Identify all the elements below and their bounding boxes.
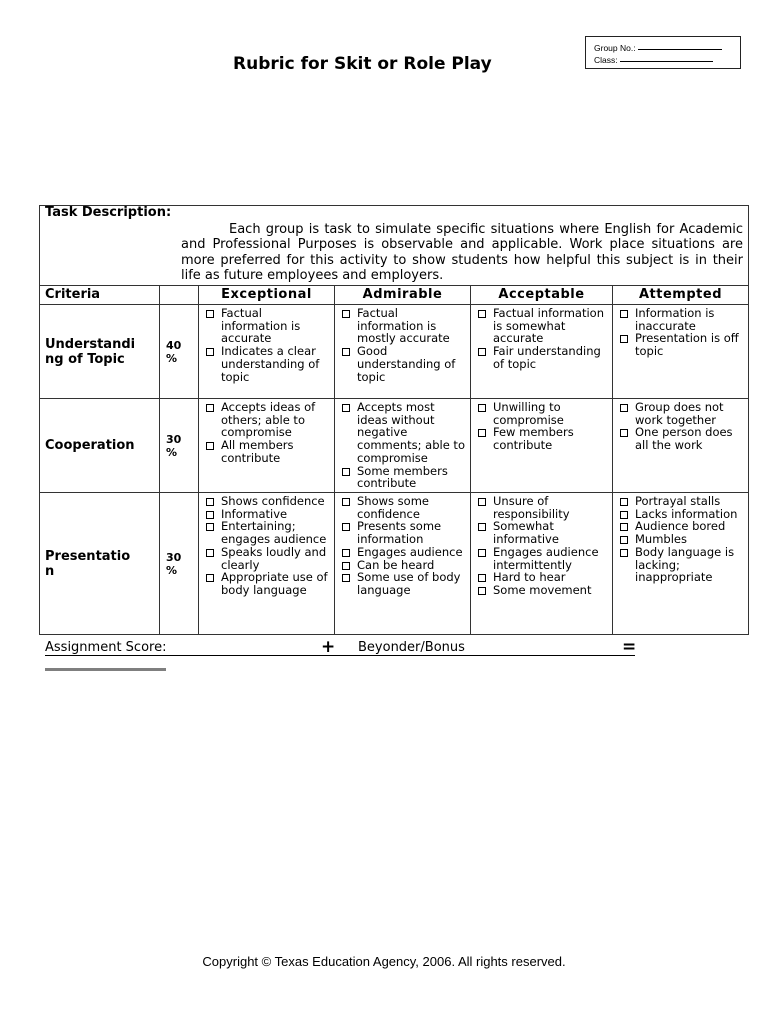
checkbox-icon[interactable]	[342, 549, 350, 557]
criterion-name-part: ng of Topic	[45, 351, 125, 367]
criterion-weight-part: 30	[166, 550, 182, 564]
descriptor-item	[478, 546, 609, 571]
checkbox-icon[interactable]	[206, 574, 214, 582]
descriptor-item	[620, 307, 745, 332]
descriptor-text: Can be heard	[357, 557, 435, 572]
total-score-line	[45, 668, 166, 671]
criterion-name-part: n	[45, 563, 55, 579]
criterion-weight-part: %	[166, 351, 178, 365]
checkbox-icon[interactable]	[206, 404, 214, 412]
descriptor-item	[342, 401, 467, 465]
descriptor-item	[206, 439, 331, 464]
checkbox-icon[interactable]	[206, 498, 214, 506]
checkbox-icon[interactable]	[620, 511, 628, 519]
criterion-name	[40, 493, 160, 635]
descriptor-text: Mumbles	[635, 532, 687, 547]
descriptor-text: Some members contribute	[357, 463, 448, 491]
descriptor-cell	[471, 305, 613, 399]
descriptor-item	[342, 465, 467, 490]
checkbox-icon[interactable]	[206, 523, 214, 531]
descriptor-text: Accepts ideas of others; able to compromise	[221, 400, 316, 440]
level-header-attempted: Attempted	[613, 286, 749, 305]
descriptor-text: Shows confidence	[221, 494, 325, 508]
descriptor-item	[620, 546, 745, 584]
checkbox-icon[interactable]	[478, 523, 486, 531]
criterion-name	[40, 305, 160, 399]
checkbox-icon[interactable]	[478, 498, 486, 506]
descriptor-text: Information is inaccurate	[635, 306, 715, 333]
descriptor-item	[206, 520, 331, 545]
checkbox-icon[interactable]	[478, 587, 486, 595]
checkbox-icon[interactable]	[342, 468, 350, 476]
descriptor-item	[342, 307, 467, 345]
checkbox-icon[interactable]	[620, 404, 628, 412]
checkbox-icon[interactable]	[206, 348, 214, 356]
criterion-weight	[160, 305, 199, 399]
plus-sign: +	[321, 637, 336, 657]
descriptor-text: Few members contribute	[493, 425, 574, 453]
checkbox-icon[interactable]	[478, 549, 486, 557]
descriptor-item	[478, 584, 609, 597]
checkbox-icon[interactable]	[206, 310, 214, 318]
descriptor-item	[342, 345, 467, 383]
rubric-row	[40, 399, 749, 493]
descriptor-cell	[335, 399, 471, 493]
descriptor-cell	[613, 493, 749, 635]
checkbox-icon[interactable]	[206, 511, 214, 519]
percent-header	[160, 286, 199, 305]
descriptor-text: Unsure of responsibility	[493, 494, 570, 521]
descriptor-text: Presents some information	[357, 519, 442, 547]
descriptor-text: Unwilling to compromise	[493, 400, 564, 427]
checkbox-icon[interactable]	[342, 348, 350, 356]
descriptor-text: Some use of body language	[357, 570, 461, 597]
descriptor-cell	[613, 305, 749, 399]
checkbox-icon[interactable]	[342, 562, 350, 570]
level-header-acceptable: Acceptable	[471, 286, 613, 305]
bonus-label: Beyonder/Bonus	[358, 640, 465, 655]
descriptor-cell	[471, 493, 613, 635]
checkbox-icon[interactable]	[342, 574, 350, 582]
descriptor-item	[206, 345, 331, 383]
descriptor-text: Shows some confidence	[357, 494, 429, 521]
descriptor-text: Indicates a clear understanding of topic	[221, 344, 320, 384]
checkbox-icon[interactable]	[620, 549, 628, 557]
criterion-weight-part: 40	[166, 338, 182, 352]
descriptor-text: Entertaining; engages audience	[221, 519, 327, 547]
descriptor-text: Factual information is somewhat accurate	[493, 306, 604, 346]
descriptor-text: Appropriate use of body language	[221, 570, 328, 597]
descriptor-item	[206, 401, 331, 439]
descriptor-text: Presentation is off topic	[635, 331, 739, 359]
class-field	[594, 54, 740, 66]
assignment-score-label: Assignment Score:	[45, 640, 167, 655]
checkbox-icon[interactable]	[620, 429, 628, 437]
descriptor-item	[478, 401, 609, 426]
task-description-text: Each group is task to simulate specific situations where English for Academic and Professional Purposes is observable and applicable. Work place situations are more preferred for this activity to show students how helpful this subject is in their life as future employees and employers.	[181, 222, 743, 283]
descriptor-cell	[471, 399, 613, 493]
criterion-weight	[160, 493, 199, 635]
criterion-name-part: Understandi	[45, 336, 136, 352]
assignment-score-blank	[45, 655, 363, 656]
descriptor-text: All members contribute	[221, 438, 294, 465]
criterion-weight-part: %	[166, 445, 178, 459]
checkbox-icon[interactable]	[620, 310, 628, 318]
checkbox-icon[interactable]	[620, 536, 628, 544]
criterion-name-part: Presentatio	[45, 548, 131, 564]
checkbox-icon[interactable]	[342, 523, 350, 531]
header-row	[40, 286, 749, 305]
descriptor-item	[206, 571, 331, 596]
bonus-blank	[358, 655, 635, 656]
descriptor-text: Some movement	[493, 582, 592, 597]
level-header-admirable: Admirable	[335, 286, 471, 305]
page-title: Rubric for Skit or Role Play	[233, 54, 492, 74]
descriptor-text: Factual information is mostly accurate	[357, 306, 450, 346]
task-description-cell	[40, 206, 749, 286]
descriptor-text: Portrayal stalls	[635, 494, 721, 508]
criterion-weight-part: %	[166, 563, 178, 577]
group-class-box	[585, 36, 741, 69]
descriptor-cell	[199, 493, 335, 635]
rubric-row	[40, 305, 749, 399]
descriptor-item	[342, 495, 467, 520]
checkbox-icon[interactable]	[342, 498, 350, 506]
criterion-weight-part: 30	[166, 432, 182, 446]
criteria-header: Criteria	[40, 286, 160, 305]
class-blank	[620, 54, 713, 62]
checkbox-icon[interactable]	[478, 310, 486, 318]
group-number-blank	[638, 42, 722, 50]
descriptor-item	[620, 426, 745, 451]
criterion-name-part: Cooperation	[45, 438, 135, 453]
equals-sign: =	[622, 637, 637, 657]
descriptor-item	[478, 307, 609, 345]
checkbox-icon[interactable]	[206, 549, 214, 557]
descriptor-text: Hard to hear	[493, 570, 566, 585]
descriptor-cell	[199, 399, 335, 493]
descriptor-text: Fair understanding of topic	[493, 344, 601, 371]
descriptor-text: Body language is lacking; inappropriate	[635, 544, 735, 585]
descriptor-text: Informative	[221, 506, 288, 521]
rubric-table	[39, 205, 749, 635]
descriptor-item	[478, 520, 609, 545]
descriptor-item	[478, 495, 609, 520]
descriptor-item	[620, 401, 745, 426]
descriptor-text: Engages audience	[357, 544, 463, 559]
descriptor-text: Somewhat informative	[493, 519, 559, 547]
descriptor-item	[342, 571, 467, 596]
descriptor-cell	[199, 305, 335, 399]
descriptor-text: Good understanding of topic	[357, 344, 456, 384]
descriptor-item	[206, 546, 331, 571]
descriptor-text: Accepts most ideas without negative comments; able to compromise	[357, 400, 465, 465]
checkbox-icon[interactable]	[620, 335, 628, 343]
descriptor-text: Speaks loudly and clearly	[221, 544, 327, 572]
rubric-row	[40, 493, 749, 635]
checkbox-icon[interactable]	[342, 404, 350, 412]
checkbox-icon[interactable]	[342, 310, 350, 318]
copyright-notice: Copyright © Texas Education Agency, 2006. All rights reserved.	[202, 954, 566, 969]
descriptor-text: Factual information is accurate	[221, 306, 301, 346]
checkbox-icon[interactable]	[478, 404, 486, 412]
descriptor-cell	[613, 399, 749, 493]
descriptor-item	[206, 307, 331, 345]
checkbox-icon[interactable]	[478, 574, 486, 582]
descriptor-text: Engages audience intermittently	[493, 544, 599, 572]
descriptor-text: Lacks information	[635, 506, 738, 521]
task-description-label: Task Description:	[45, 205, 172, 220]
checkbox-icon[interactable]	[620, 498, 628, 506]
descriptor-item	[478, 426, 609, 451]
checkbox-icon[interactable]	[620, 523, 628, 531]
criterion-name	[40, 399, 160, 493]
group-number-field	[594, 42, 740, 54]
checkbox-icon[interactable]	[206, 442, 214, 450]
class-label: Class:	[594, 55, 618, 65]
level-header-exceptional: Exceptional	[199, 286, 335, 305]
checkbox-icon[interactable]	[478, 429, 486, 437]
descriptor-text: Group does not work together	[635, 400, 724, 427]
descriptor-cell	[335, 305, 471, 399]
criterion-weight	[160, 399, 199, 493]
checkbox-icon[interactable]	[478, 348, 486, 356]
group-number-label: Group No.:	[594, 43, 636, 53]
descriptor-text: One person does all the work	[635, 425, 733, 453]
descriptor-item	[342, 520, 467, 545]
descriptor-item	[620, 332, 745, 357]
descriptor-item	[478, 345, 609, 370]
descriptor-cell	[335, 493, 471, 635]
descriptor-text: Audience bored	[635, 519, 726, 534]
